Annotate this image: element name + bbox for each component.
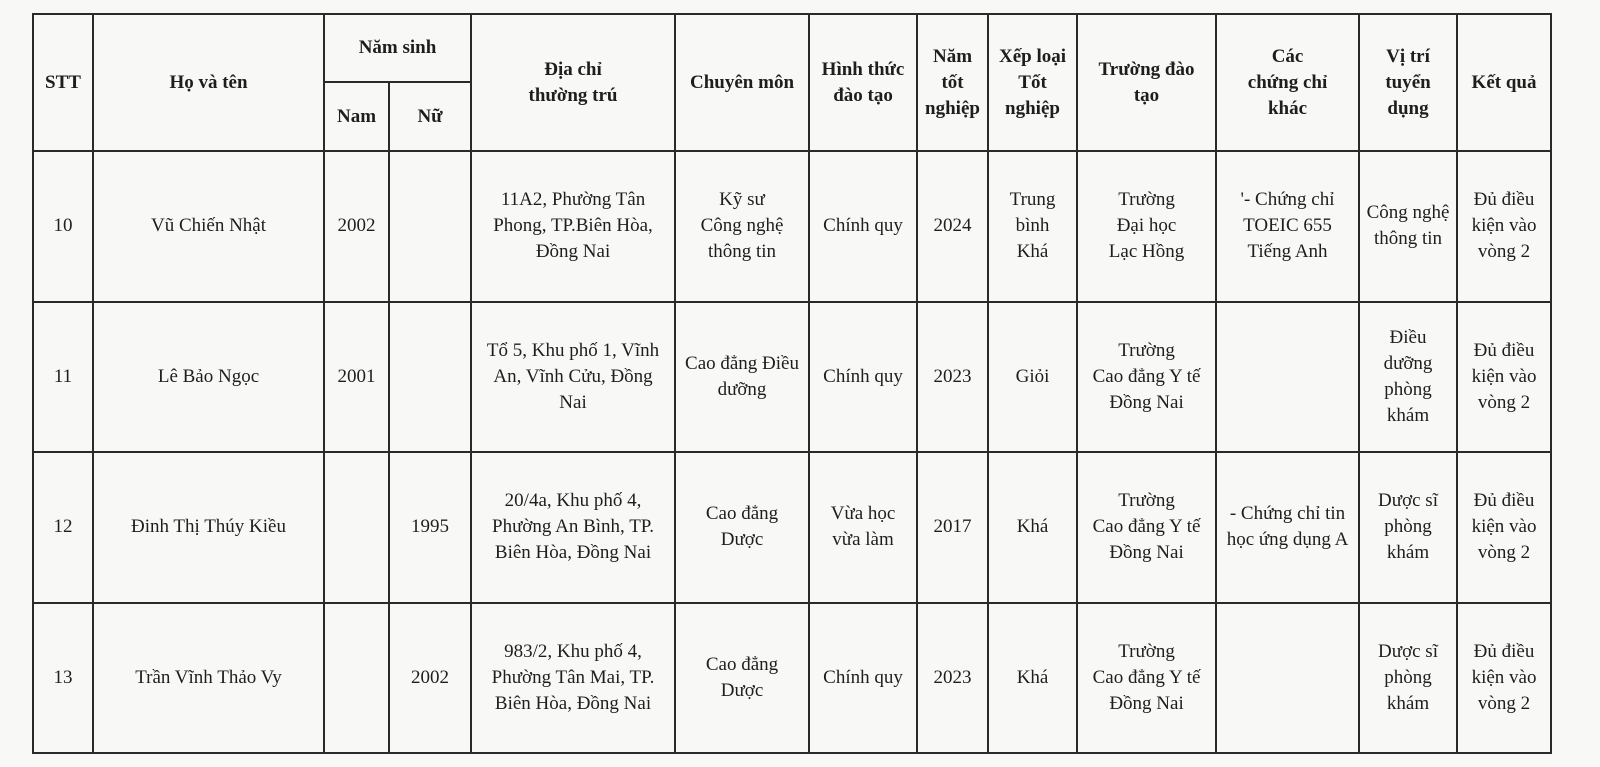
cell-ket-qua: Đủ điều kiện vào vòng 2 [1457, 302, 1551, 453]
header-row-top [33, 14, 1551, 82]
cell-chuyen-mon: Kỹ sư Công nghệ thông tin [675, 151, 809, 302]
cell-ho-ten: Vũ Chiến Nhật [93, 151, 324, 302]
cell-nam: 2001 [324, 302, 389, 453]
cell-ket-qua: Đủ điều kiện vào vòng 2 [1457, 151, 1551, 302]
cell-dia-chi: 983/2, Khu phố 4, Phường Tân Mai, TP. Biên Hòa, Đồng Nai [471, 603, 675, 754]
table-row [33, 452, 1551, 603]
cell-nu [389, 302, 471, 453]
header-vi-tri: Vị trí tuyển dụng [1359, 14, 1457, 151]
cell-hinh-thuc: Chính quy [809, 603, 917, 754]
cell-nu: 1995 [389, 452, 471, 603]
cell-stt: 10 [33, 151, 93, 302]
cell-ket-qua: Đủ điều kiện vào vòng 2 [1457, 452, 1551, 603]
cell-chuyen-mon: Cao đẳng Điều dưỡng [675, 302, 809, 453]
cell-nam: 2002 [324, 151, 389, 302]
cell-chung-chi [1216, 302, 1359, 453]
cell-nam-tot-nghiep: 2017 [917, 452, 988, 603]
header-nam: Nam [324, 82, 389, 151]
cell-hinh-thuc: Chính quy [809, 151, 917, 302]
cell-dia-chi: 20/4a, Khu phố 4, Phường An Bình, TP. Biên Hòa, Đồng Nai [471, 452, 675, 603]
cell-hinh-thuc: Chính quy [809, 302, 917, 453]
cell-stt: 11 [33, 302, 93, 453]
cell-vi-tri: Dược sĩ phòng khám [1359, 452, 1457, 603]
table-row [33, 603, 1551, 754]
header-chung-chi: Các chứng chỉ khác [1216, 14, 1359, 151]
cell-stt: 13 [33, 603, 93, 754]
cell-vi-tri: Công nghệ thông tin [1359, 151, 1457, 302]
cell-dia-chi: Tổ 5, Khu phố 1, Vĩnh An, Vĩnh Cửu, Đồng Nai [471, 302, 675, 453]
cell-nam [324, 603, 389, 754]
cell-xep-loai: Khá [988, 603, 1077, 754]
header-nam-tot-nghiep: Năm tốt nghiệp [917, 14, 988, 151]
cell-ket-qua: Đủ điều kiện vào vòng 2 [1457, 603, 1551, 754]
cell-vi-tri: Dược sĩ phòng khám [1359, 603, 1457, 754]
header-xep-loai: Xếp loại Tốt nghiệp [988, 14, 1077, 151]
header-stt: STT [33, 14, 93, 151]
cell-xep-loai: Trung bình Khá [988, 151, 1077, 302]
header-nam-sinh: Năm sinh [324, 14, 471, 82]
header-dia-chi: Địa chỉ thường trú [471, 14, 675, 151]
cell-truong: Trường Cao đẳng Y tế Đồng Nai [1077, 603, 1216, 754]
table-row [33, 302, 1551, 453]
cell-chung-chi [1216, 603, 1359, 754]
cell-ho-ten: Trần Vĩnh Thảo Vy [93, 603, 324, 754]
cell-chung-chi: '- Chứng chỉ TOEIC 655 Tiếng Anh [1216, 151, 1359, 302]
cell-nam-tot-nghiep: 2024 [917, 151, 988, 302]
cell-stt: 12 [33, 452, 93, 603]
cell-hinh-thuc: Vừa học vừa làm [809, 452, 917, 603]
cell-chuyen-mon: Cao đẳng Dược [675, 452, 809, 603]
cell-truong: Trường Cao đẳng Y tế Đồng Nai [1077, 302, 1216, 453]
cell-nam [324, 452, 389, 603]
cell-nu: 2002 [389, 603, 471, 754]
cell-dia-chi: 11A2, Phường Tân Phong, TP.Biên Hòa, Đồng Nai [471, 151, 675, 302]
cell-xep-loai: Khá [988, 452, 1077, 603]
cell-truong: Trường Cao đẳng Y tế Đồng Nai [1077, 452, 1216, 603]
cell-ho-ten: Lê Bảo Ngọc [93, 302, 324, 453]
cell-xep-loai: Giỏi [988, 302, 1077, 453]
cell-chung-chi: - Chứng chỉ tin học ứng dụng A [1216, 452, 1359, 603]
table-row [33, 151, 1551, 302]
candidate-table [32, 13, 1552, 754]
header-nu: Nữ [389, 82, 471, 151]
cell-truong: Trường Đại học Lạc Hồng [1077, 151, 1216, 302]
cell-chuyen-mon: Cao đẳng Dược [675, 603, 809, 754]
cell-vi-tri: Điều dưỡng phòng khám [1359, 302, 1457, 453]
header-hinh-thuc: Hình thức đào tạo [809, 14, 917, 151]
cell-ho-ten: Đinh Thị Thúy Kiều [93, 452, 324, 603]
cell-nam-tot-nghiep: 2023 [917, 603, 988, 754]
header-truong: Trường đào tạo [1077, 14, 1216, 151]
header-chuyen-mon: Chuyên môn [675, 14, 809, 151]
cell-nam-tot-nghiep: 2023 [917, 302, 988, 453]
header-ket-qua: Kết quả [1457, 14, 1551, 151]
cell-nu [389, 151, 471, 302]
header-ho-ten: Họ và tên [93, 14, 324, 151]
